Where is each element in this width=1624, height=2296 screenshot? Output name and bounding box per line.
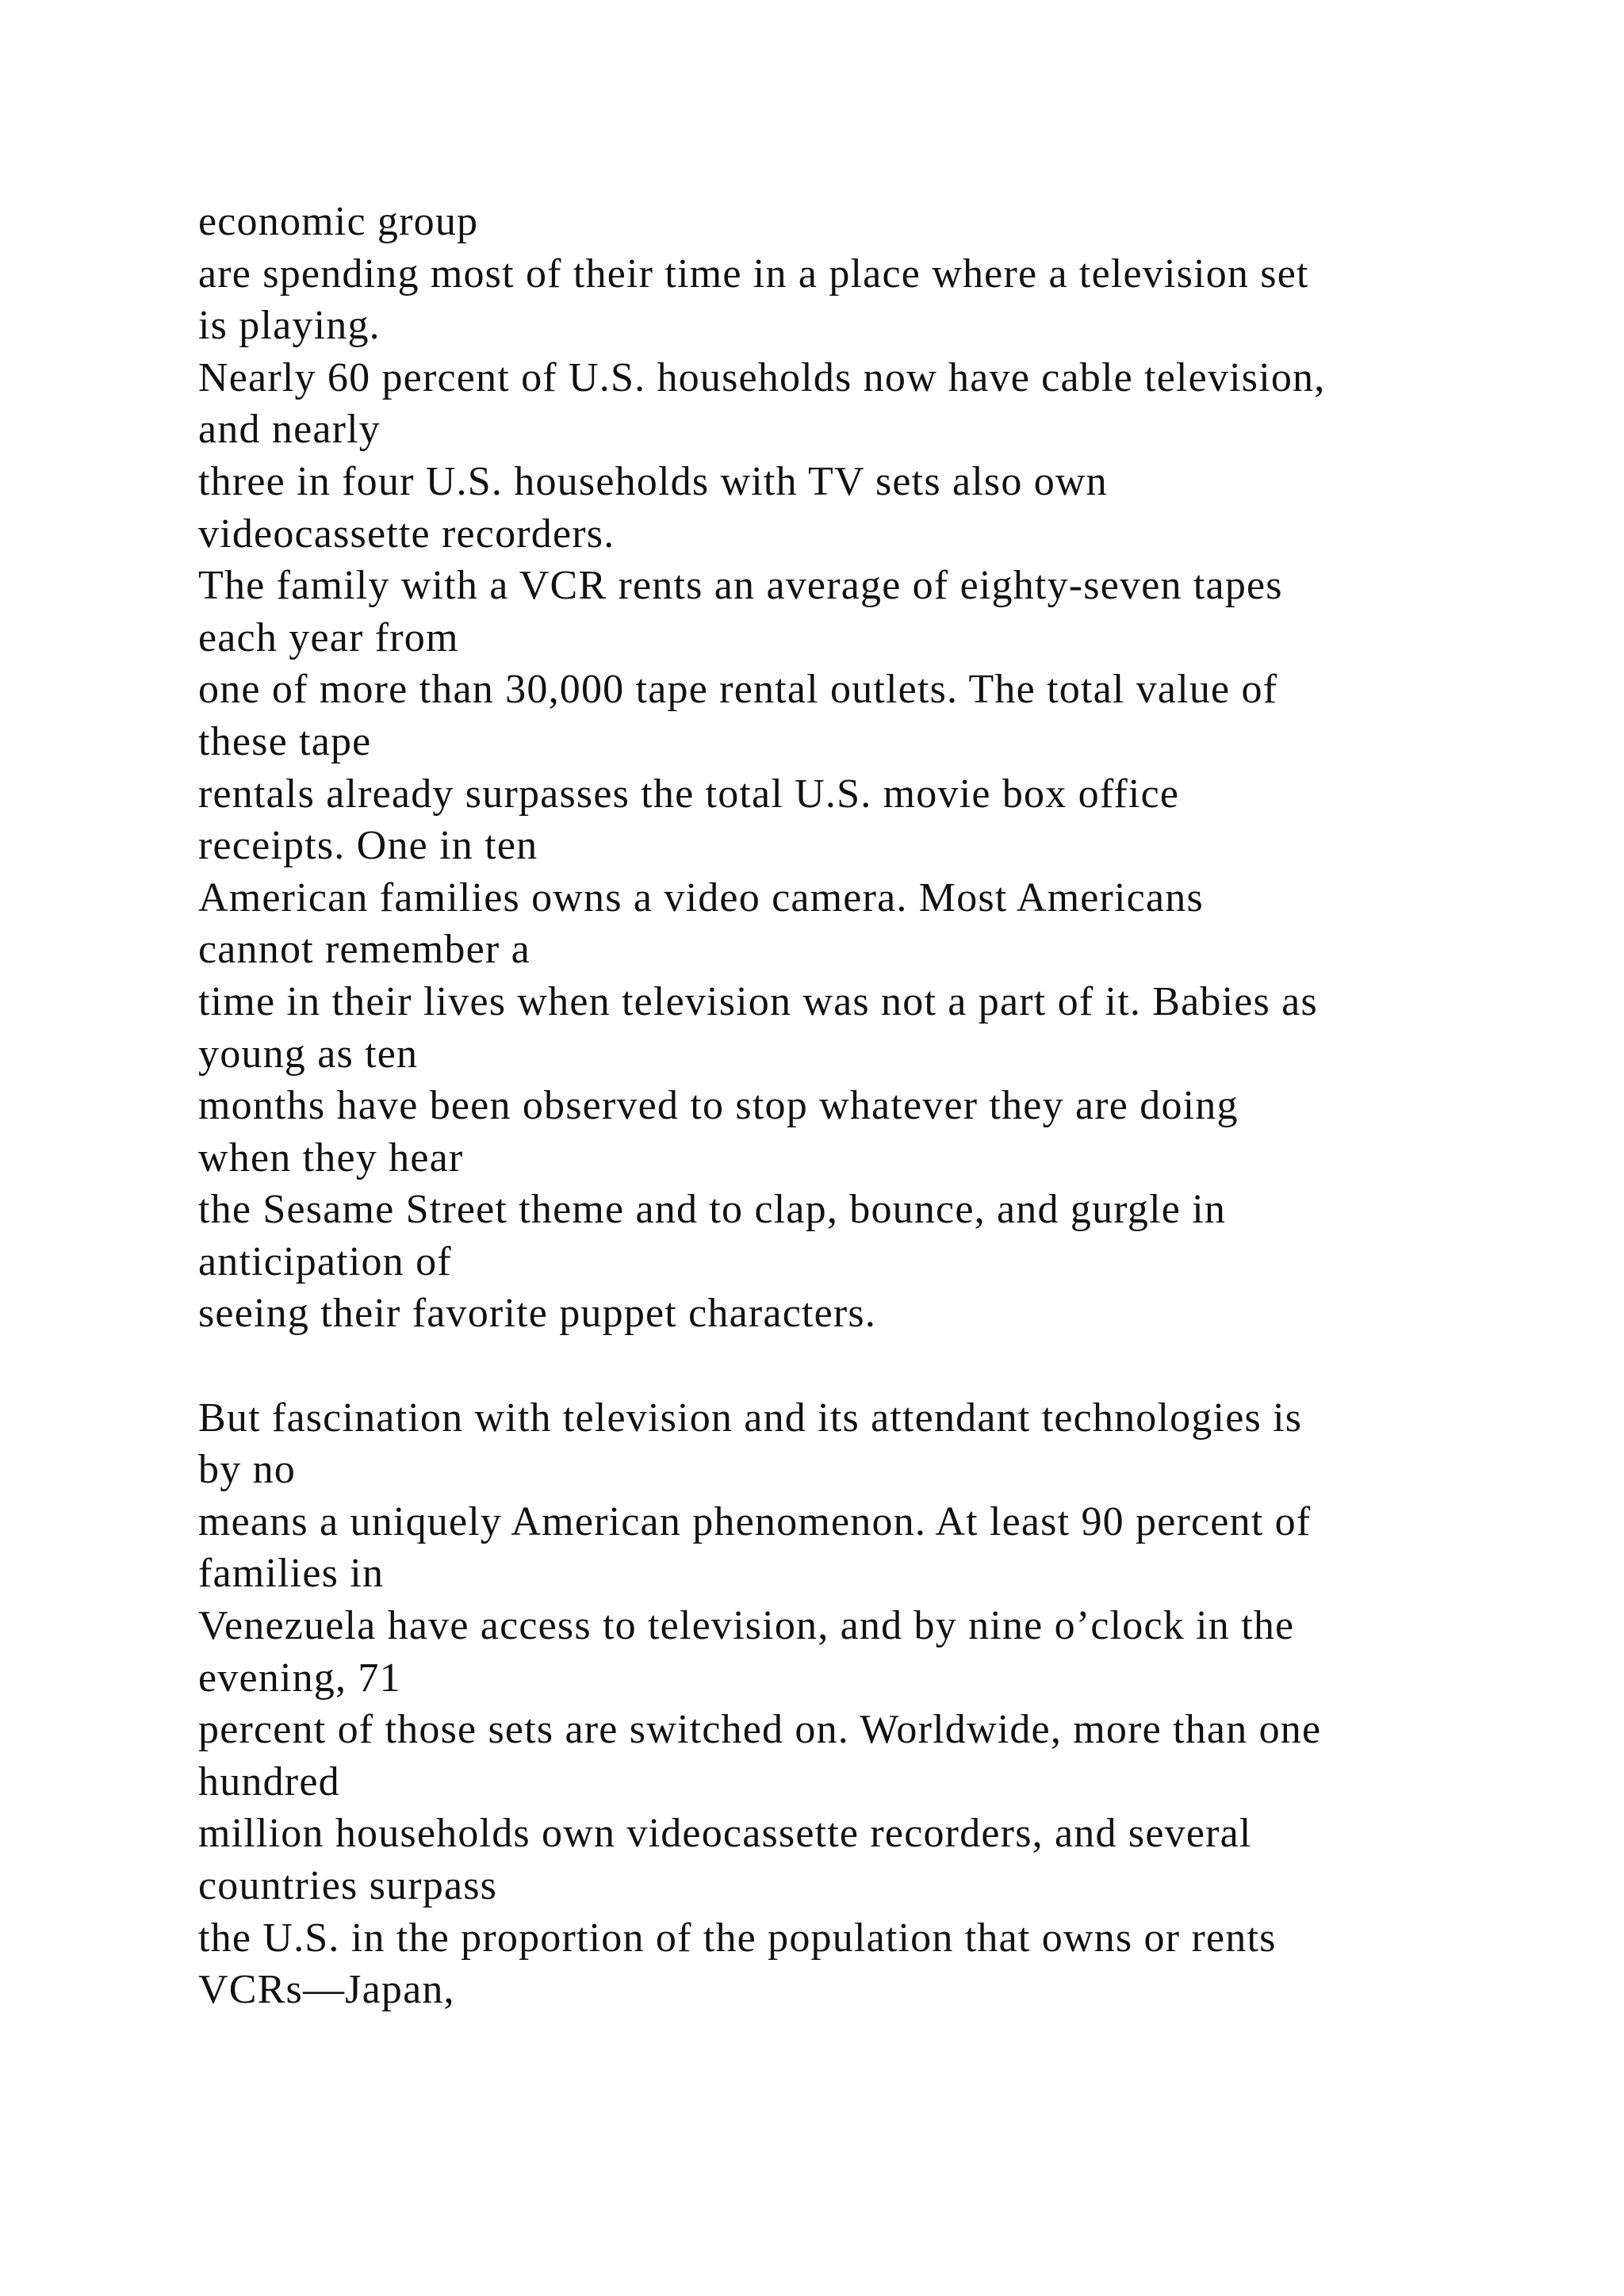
text-line: hundred (198, 1758, 340, 1804)
text-line: young as ten (198, 1031, 419, 1077)
text-line: American families owns a video camera. Most Americans (198, 874, 1204, 920)
text-line: and nearly (198, 407, 381, 453)
text-line: countries surpass (198, 1863, 498, 1908)
paragraph-break (198, 1340, 1546, 1392)
text-line: The family with a VCR rents an average of eighty-seven tapes (198, 563, 1283, 609)
text-line: when they hear (198, 1135, 464, 1181)
text-line: the Sesame Street theme and to clap, bounce, and gurgle in (198, 1187, 1227, 1233)
text-line: means a uniquely American phenomenon. At least 90 percent of (198, 1498, 1312, 1544)
text-line: families in (198, 1551, 385, 1597)
text-line: seeing their favorite puppet characters. (198, 1291, 877, 1337)
text-line: receipts. One in ten (198, 823, 538, 869)
text-line: months have been observed to stop whatever they are doing (198, 1083, 1239, 1129)
text-line: by no (198, 1447, 296, 1493)
text-line: anticipation of (198, 1238, 452, 1284)
text-line: one of more than 30,000 tape rental outlets. The total value of (198, 667, 1278, 713)
text-line: Venezuela have access to television, and by nine o’clock in the (198, 1603, 1295, 1649)
text-line: rentals already surpasses the total U.S. movie box office (198, 771, 1180, 817)
text-line: evening, 71 (198, 1655, 401, 1701)
text-line: these tape (198, 718, 372, 764)
text-line: three in four U.S. households with TV sets also own (198, 458, 1108, 504)
text-line: time in their lives when television was not a part of it. Babies as (198, 978, 1318, 1024)
text-line: the U.S. in the proportion of the population that owns or rents (198, 1915, 1277, 1961)
text-line: are spending most of their time in a place where a television set (198, 251, 1309, 297)
text-line: million households own videocassette recorders, and several (198, 1811, 1252, 1857)
text-line: videocassette recorders. (198, 511, 615, 557)
text-line: percent of those sets are switched on. Worldwide, more than one (198, 1707, 1322, 1753)
text-line: cannot remember a (198, 927, 530, 973)
text-line: is playing. (198, 303, 381, 349)
document-page (198, 196, 1546, 2016)
text-line: Nearly 60 percent of U.S. households now have cable television, (198, 354, 1326, 400)
text-line: each year from (198, 614, 459, 660)
text-line: economic group (198, 199, 479, 244)
text-line: VCRs—Japan, (198, 1967, 455, 2013)
text-line: But fascination with television and its attendant technologies is (198, 1395, 1303, 1441)
